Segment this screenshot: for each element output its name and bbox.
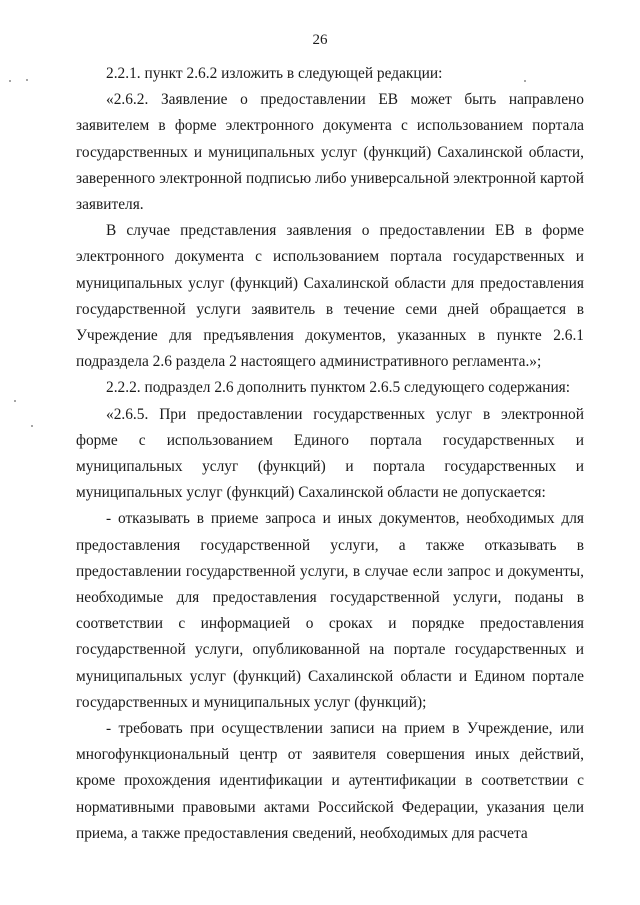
document-body <box>76 61 584 847</box>
paragraph-2-6-5-quote: «2.6.5. При предоставлении государственных услуг в электронной форме с использованием Единого портала государственных и муниципальных услуг (функций) и портала государственных и муниципальных услуг (функций) Сахалинской области не допускается: <box>76 405 584 502</box>
page-number: 26 <box>312 32 328 48</box>
scan-speck <box>31 425 33 427</box>
paragraph-electronic-submission: В случае представления заявления о предоставлении ЕВ в форме электронного документа с использованием портала государственных и муниципальных услуг (функций) Сахалинской области для предоставления государственной услуги заявитель в течение семи дней обращается в Учреждение для предъявления документов, указанных в пункте 2.6.1 подраздела 2.6 раздела 2 настоящего административного регламента.»; <box>76 222 584 371</box>
list-item-appointment: - требовать при осуществлении записи на прием в Учреждение, или многофункциональный центр от заявителя совершения иных действий, кроме прохождения идентификации и аутентификации в соответствии с нормативными правовыми актами Российской Федерации, указания цели приема, а также предоставления сведений, необходимых для расчета <box>76 720 584 842</box>
scan-speck <box>14 400 16 402</box>
scan-speck <box>26 79 28 81</box>
scan-speck <box>9 80 11 82</box>
paragraph-2-6-2-quote: «2.6.2. Заявление о предоставлении ЕВ может быть направлено заявителем в форме электронного документа с использованием портала государственных и муниципальных услуг (функций) Сахалинской области, заверенного электронной подписью либо универсальной электронной картой заявителя. <box>76 91 584 214</box>
list-item-refusal: - отказывать в приеме запроса и иных документов, необходимых для предоставления государственной услуги, а также отказывать в предоставлении государственной услуги, в случае если запрос и документы, необходимые для предоставления государственной услуги, поданы в соответствии с информацией о сроках и порядке предоставления государственной услуги, опубликованной на портале государственных и муниципальных услуг (функций) Сахалинской области и Едином портале государственных и муниципальных услуг (функций); <box>76 510 584 711</box>
paragraph-2-2-1: 2.2.1. пункт 2.6.2 изложить в следующей редакции: <box>106 65 443 82</box>
paragraph-2-2-2: 2.2.2. подраздел 2.6 дополнить пунктом 2.6.5 следующего содержания: <box>106 379 571 397</box>
scan-speck <box>524 80 526 82</box>
